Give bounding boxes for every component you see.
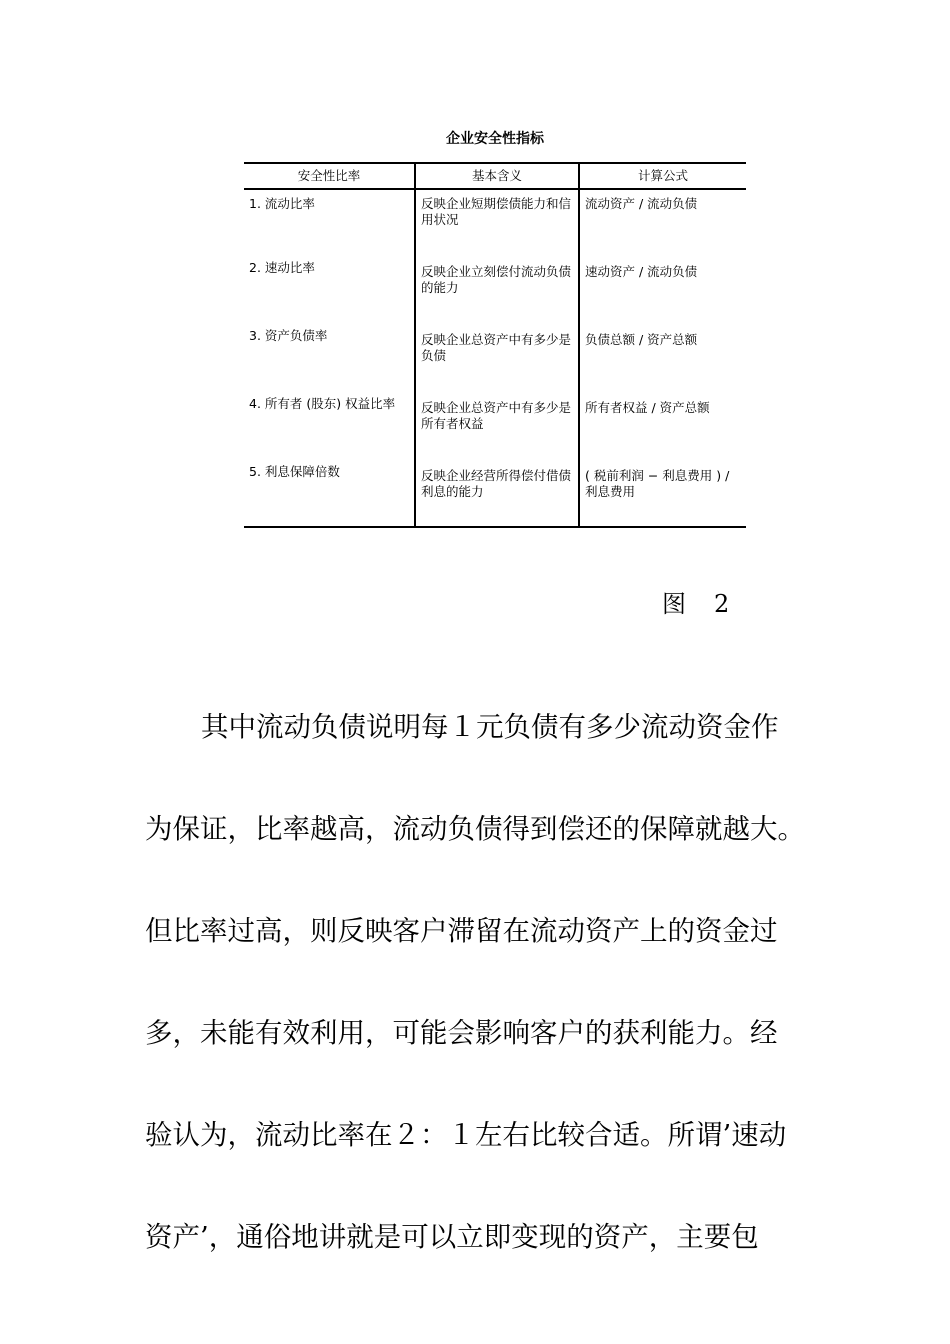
formula-cell: 流动资产 / 流动负债 [579, 189, 746, 256]
header-formula: 计算公式 [579, 163, 746, 189]
formula-cell: 所有者权益 / 资产总额 [579, 392, 746, 460]
paragraph-line: 为保证，比率越高，流动负债得到偿还的保障就越大。 [145, 813, 805, 845]
table-header-row [244, 163, 746, 189]
ratio-cell: 3. 资产负债率 [249, 328, 328, 343]
paragraph-line: 但比率过高，则反映客户滞留在流动资产上的资金过 [145, 915, 778, 947]
table-row [244, 189, 746, 256]
paragraph-line: 验认为，流动比率在２：１左右比较合适。所谓’速动 [145, 1119, 787, 1151]
formula-cell: 负债总额 / 资产总额 [579, 324, 746, 392]
meaning-cell: 反映企业立刻偿付流动负债的能力 [415, 256, 579, 324]
header-meaning: 基本含义 [415, 163, 579, 189]
safety-indicator-table [244, 162, 746, 528]
ratio-cell: 2. 速动比率 [249, 260, 315, 275]
body-paragraph [145, 676, 835, 1288]
paragraph-line: 其中流动负债说明每１元负债有多少流动资金作 [201, 711, 779, 743]
ratio-cell: 5. 利息保障倍数 [244, 460, 415, 527]
table-row [244, 460, 746, 527]
ratio-cell: 1. 流动比率 [249, 196, 315, 211]
formula-cell: ( 税前利润 − 利息费用 ) / 利息费用 [579, 460, 746, 527]
paragraph-line: 多，未能有效利用，可能会影响客户的获利能力。经 [145, 1017, 778, 1049]
figure-caption: 图 2 [662, 590, 732, 618]
meaning-cell: 反映企业经营所得偿付借债利息的能力 [415, 460, 579, 527]
table-row [244, 256, 746, 324]
meaning-cell: 反映企业总资产中有多少是所有者权益 [415, 392, 579, 460]
table-title: 企业安全性指标 [446, 131, 544, 147]
paragraph-line: 资产’，通俗地讲就是可以立即变现的资产，主要包 [145, 1221, 759, 1253]
table-row [244, 392, 746, 460]
table-row [244, 324, 746, 392]
formula-cell: 速动资产 / 流动负债 [579, 256, 746, 324]
meaning-cell: 反映企业短期偿债能力和信用状况 [415, 189, 579, 256]
meaning-cell: 反映企业总资产中有多少是负债 [415, 324, 579, 392]
header-ratio: 安全性比率 [244, 163, 415, 189]
ratio-cell: 4. 所有者 (股东) 权益比率 [249, 396, 396, 411]
